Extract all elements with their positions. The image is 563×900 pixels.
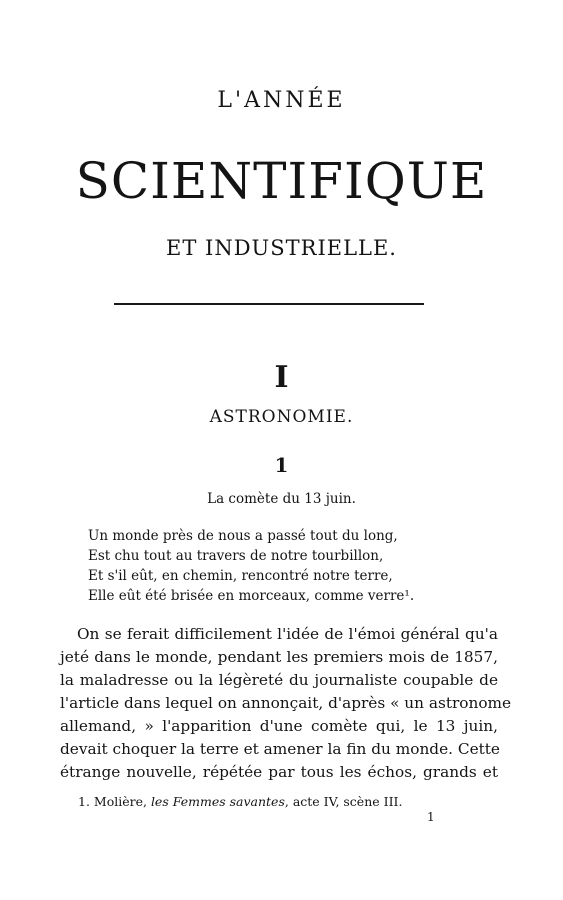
chapter-number: I [274, 360, 289, 395]
footnote-suffix: , acte IV, scène III. [284, 794, 403, 809]
chapter-title: ASTRONOMIE. [209, 407, 354, 427]
title-rule-divider [114, 303, 424, 305]
epigraph-line: Elle eût été brisée en morceaux, comme verre¹. [88, 588, 415, 604]
body-text-line: On se ferait difficilement l'idée de l'émoi général qu'a [77, 625, 498, 643]
footnote-work-title: les Femmes savantes [150, 794, 285, 809]
body-text-line: allemand, » l'apparition d'une comète qui, le 13 juin, [60, 717, 498, 735]
epigraph-line: Est chu tout au travers de notre tourbillon, [88, 548, 384, 564]
title-line-annee: L'ANNÉE [217, 88, 346, 113]
body-text-line: la maladresse ou la légèreté du journaliste coupable de [60, 671, 498, 689]
footnote-prefix: 1. Molière, [78, 794, 151, 809]
footnote [78, 794, 402, 809]
epigraph-line: Un monde près de nous a passé tout du long, [88, 528, 398, 544]
epigraph-line: Et s'il eût, en chemin, rencontré notre terre, [88, 568, 393, 584]
section-title: La comète du 13 juin. [207, 491, 356, 507]
title-line-industrielle: ET INDUSTRIELLE. [166, 236, 397, 260]
body-text-line: devait choquer la terre et amener la fin du monde. Cette [60, 740, 500, 758]
body-text-line: jeté dans le monde, pendant les premiers mois de 1857, [60, 648, 498, 666]
section-number: 1 [274, 453, 289, 477]
body-text-line: l'article dans lequel on annonçait, d'après « un astronome [60, 694, 512, 712]
signature-mark: 1 [427, 810, 435, 824]
body-text-line: étrange nouvelle, répétée par tous les échos, grands et [60, 763, 498, 781]
title-line-scientifique: SCIENTIFIQUE [75, 152, 488, 210]
